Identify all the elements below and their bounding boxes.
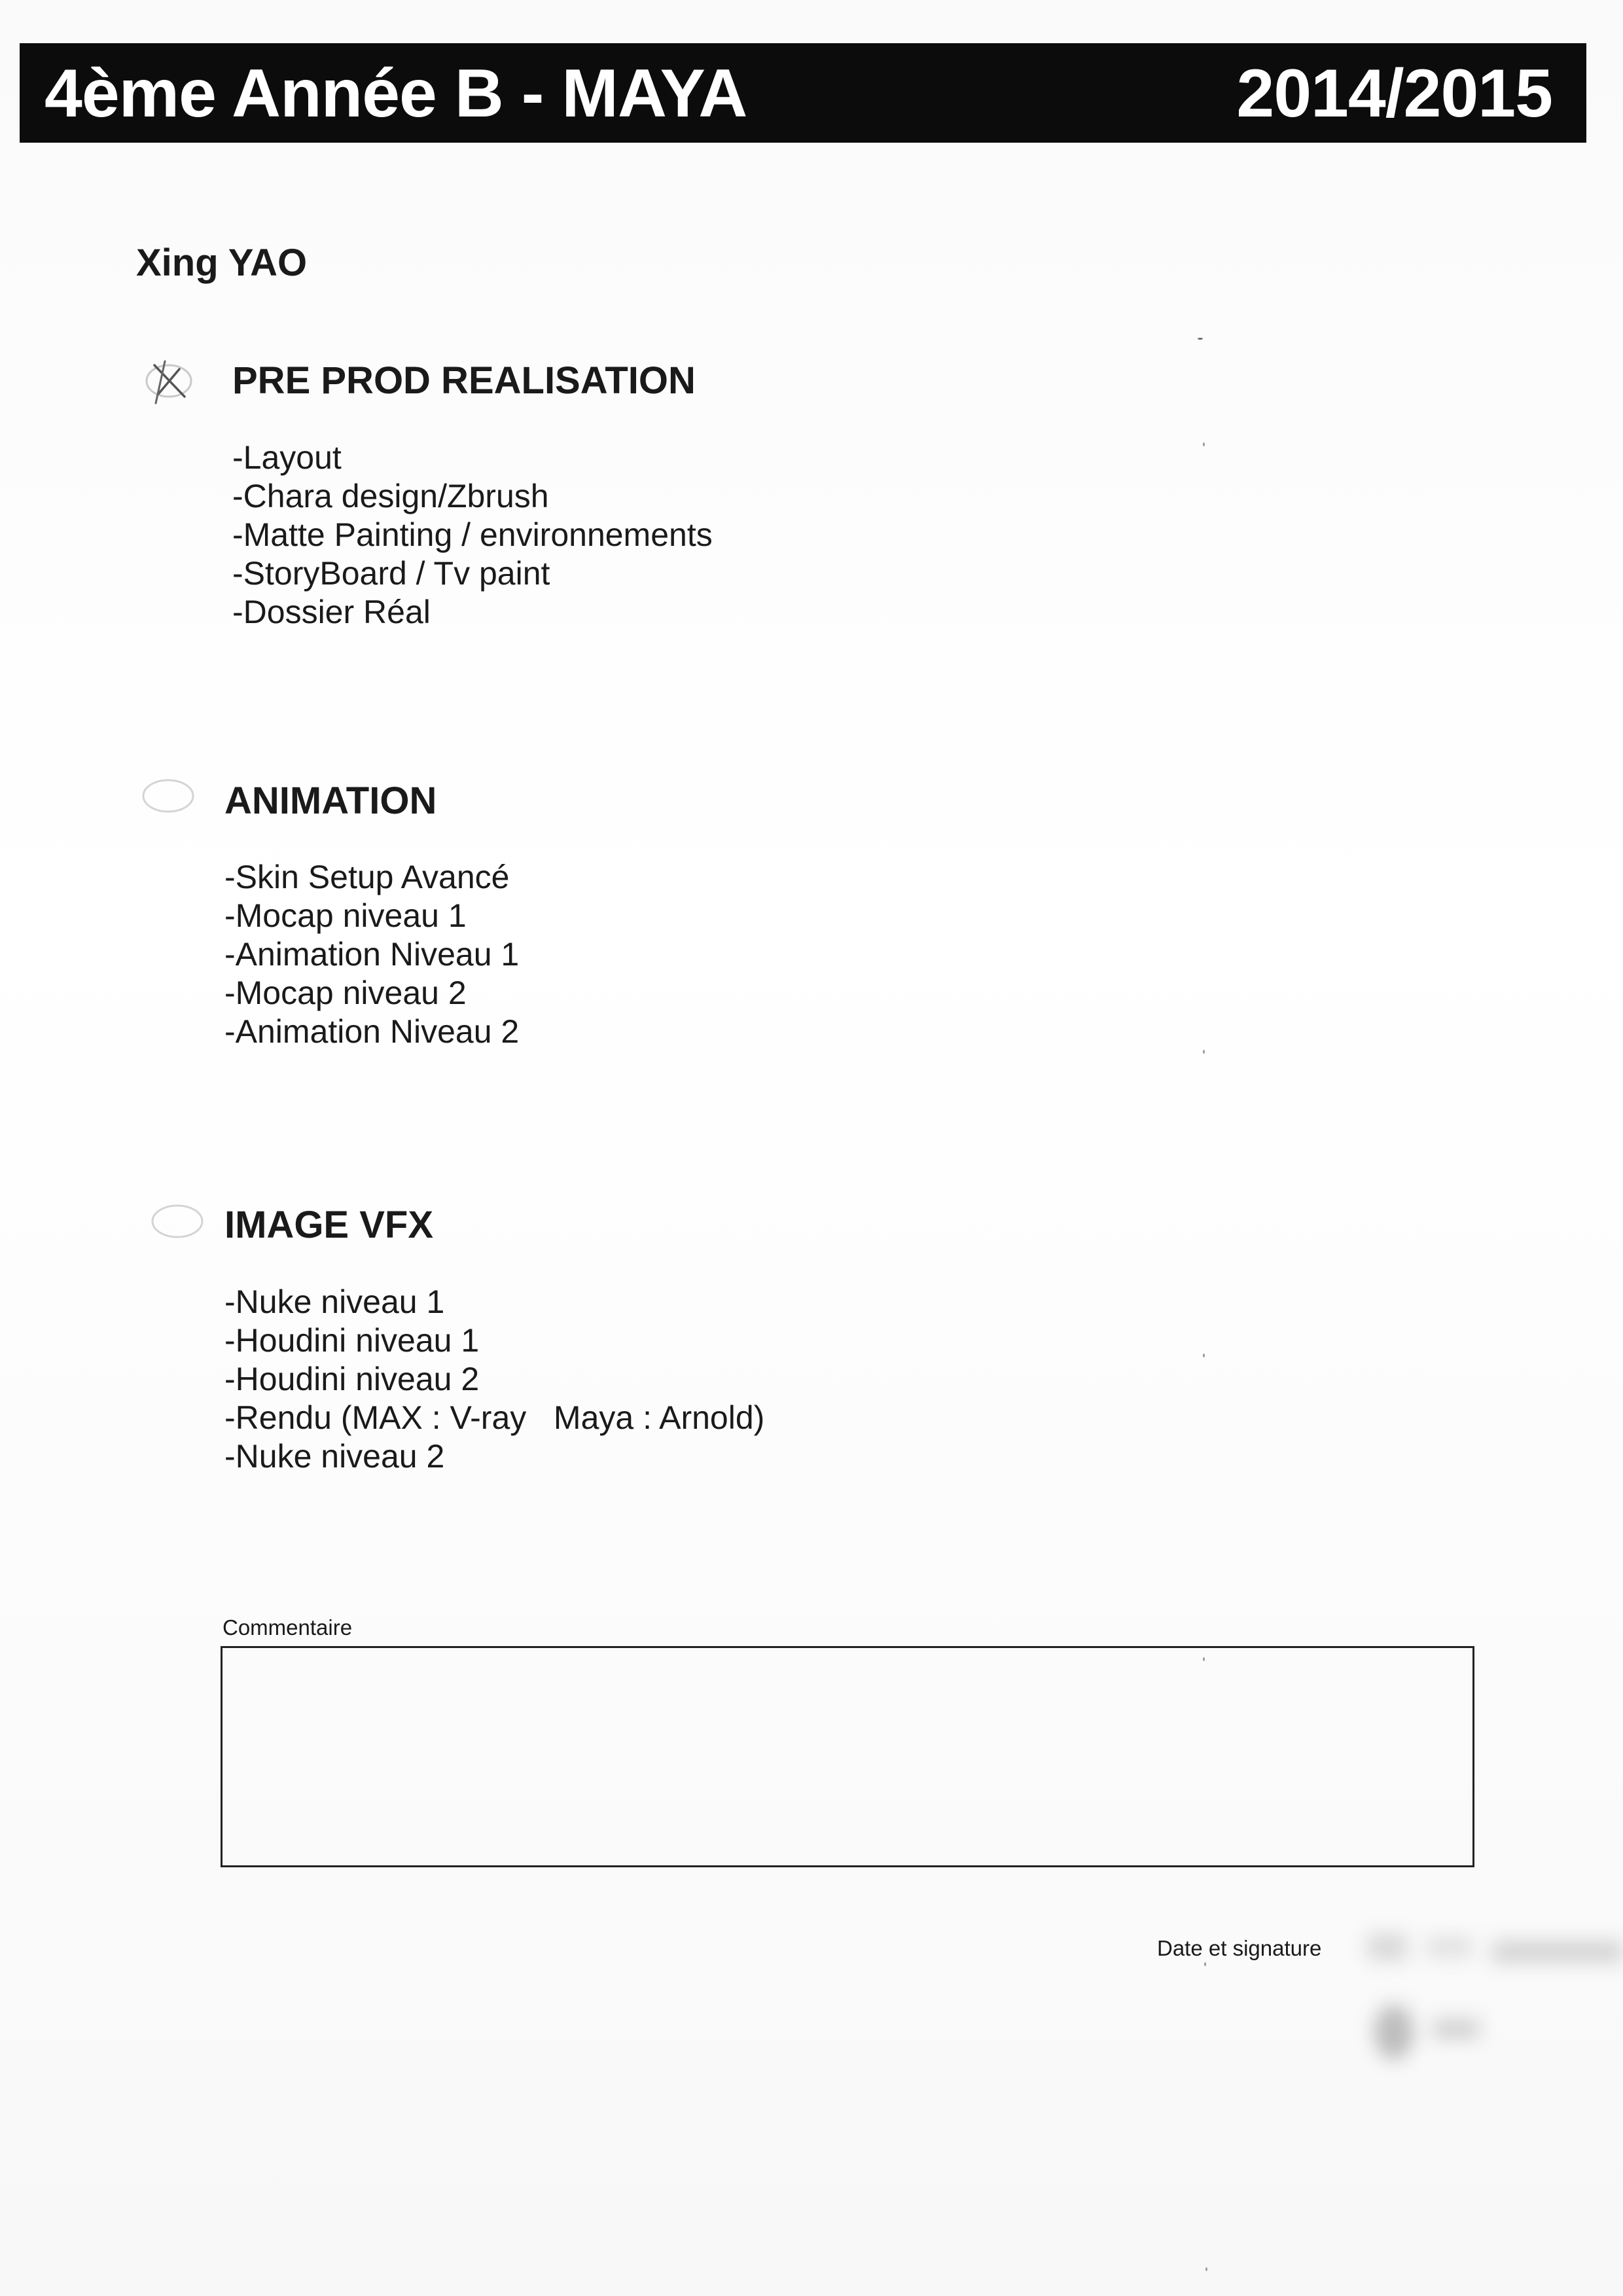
- empty-oval-icon[interactable]: [140, 776, 196, 816]
- list-item: -Nuke niveau 1: [224, 1283, 445, 1320]
- section-heading-image-vfx: IMAGE VFX: [224, 1204, 434, 1246]
- list-item: -Mocap niveau 2: [224, 975, 467, 1011]
- list-item: -Houdini niveau 2: [224, 1361, 480, 1397]
- section-heading-animation: ANIMATION: [224, 780, 437, 822]
- list-item: -Chara design/Zbrush: [232, 478, 549, 514]
- section-items-image-vfx: [224, 1283, 764, 1476]
- list-item: -Layout: [232, 439, 342, 476]
- header-year: 2014/2015: [1236, 56, 1552, 132]
- list-item: -Nuke niveau 2: [224, 1438, 445, 1475]
- student-name: Xing YAO: [136, 242, 308, 284]
- paper-speck: [1198, 338, 1203, 340]
- blurred-signature-icon: [1355, 1921, 1623, 2091]
- list-item: -Skin Setup Avancé: [224, 859, 510, 895]
- paper-speck: [1203, 1354, 1205, 1357]
- paper-speck: [1204, 1962, 1206, 1966]
- paper-speck: [1205, 2267, 1207, 2271]
- section-heading-pre-prod: PRE PROD REALISATION: [232, 359, 696, 402]
- list-item: -Houdini niveau 1: [224, 1322, 480, 1359]
- comment-box[interactable]: [221, 1646, 1474, 1867]
- hand-drawn-cross-circle-icon[interactable]: [139, 353, 199, 406]
- paper-speck: [1203, 442, 1205, 446]
- list-item: -Dossier Réal: [232, 594, 431, 630]
- paper-speck: [1203, 1050, 1205, 1054]
- empty-oval-icon[interactable]: [149, 1202, 205, 1241]
- paper-speck: [1203, 1657, 1205, 1661]
- list-item: -StoryBoard / Tv paint: [232, 555, 550, 592]
- list-item: -Animation Niveau 1: [224, 936, 520, 973]
- section-items-animation: [224, 858, 519, 1051]
- list-item: -Matte Painting / environnements: [232, 516, 713, 553]
- section-items-pre-prod: [232, 439, 713, 632]
- list-item: -Mocap niveau 1: [224, 897, 467, 934]
- comment-label: Commentaire: [223, 1615, 353, 1640]
- list-item: -Animation Niveau 2: [224, 1013, 520, 1050]
- list-item: -Rendu (MAX : V-ray Maya : Arnold): [224, 1399, 765, 1436]
- header-bar: [20, 43, 1586, 143]
- date-signature-label: Date et signature: [1157, 1936, 1322, 1960]
- header-title: 4ème Année B - MAYA: [45, 56, 747, 132]
